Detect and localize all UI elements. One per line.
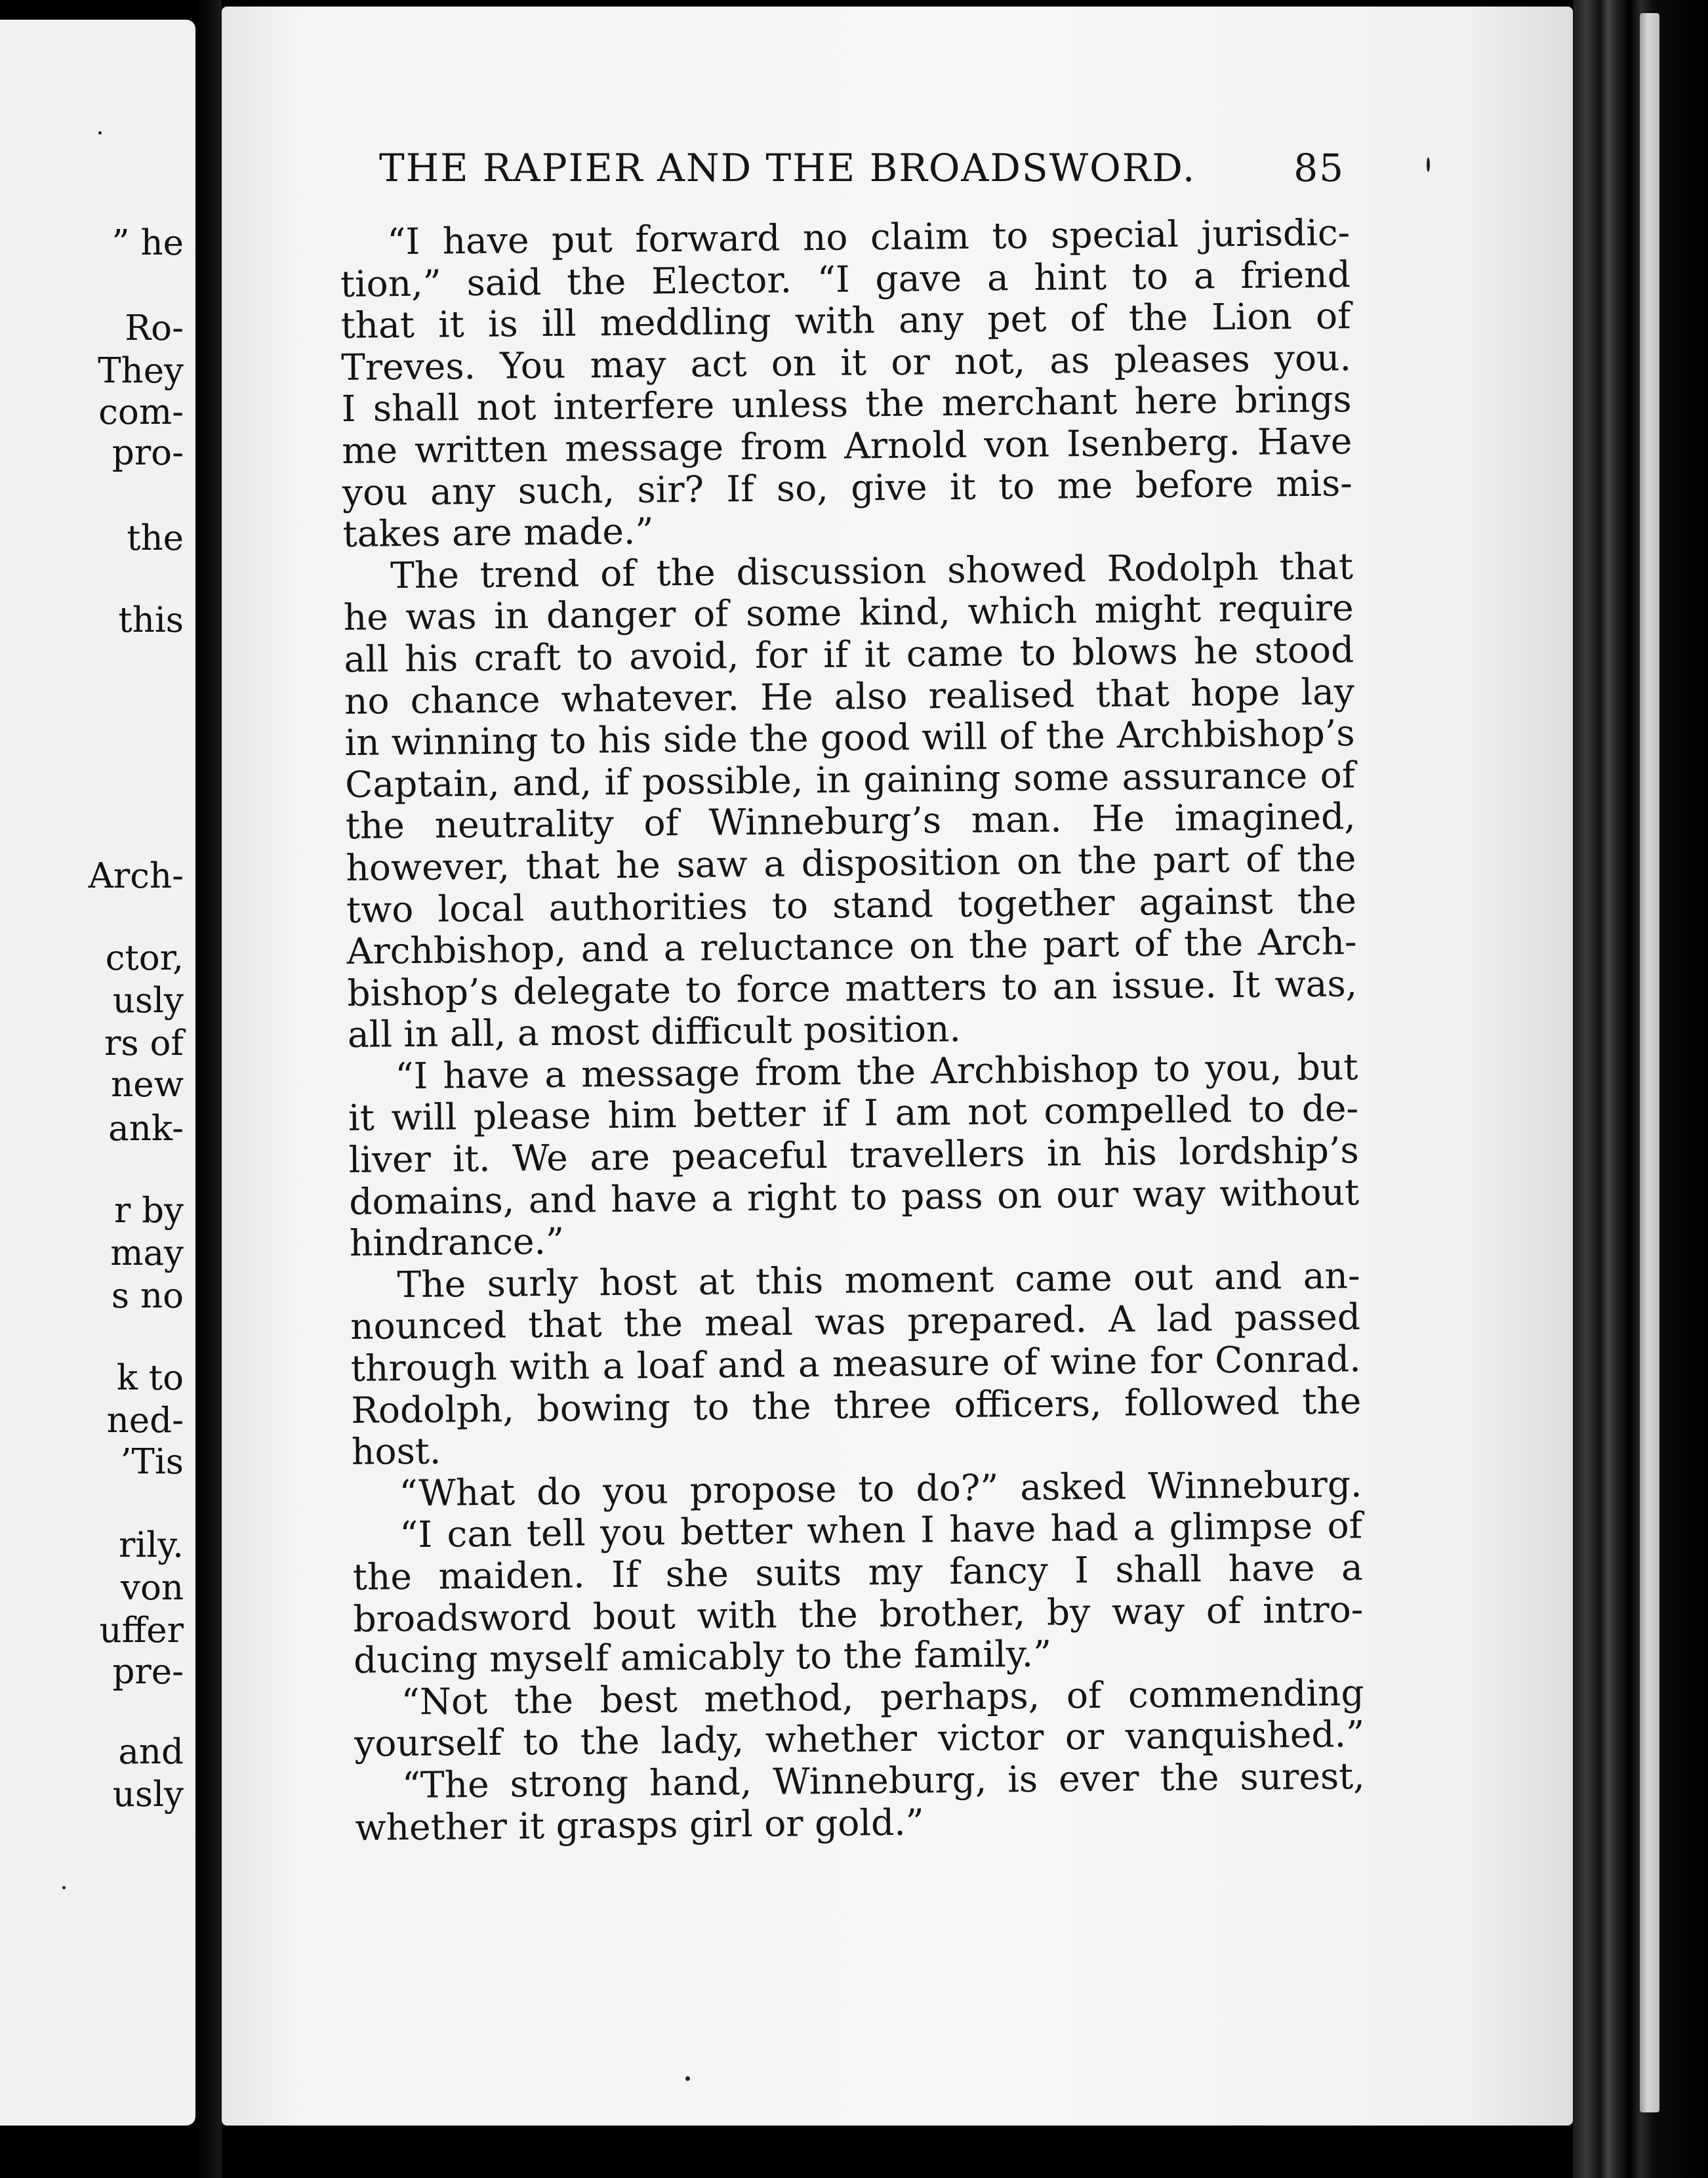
text-line: the maiden. If she suits my fancy I shall have a xyxy=(352,1546,1364,1598)
facing-page-fragment: the xyxy=(127,518,184,558)
text-line: domains, and have a right to pass on our way without xyxy=(349,1170,1360,1223)
facing-page-fragment: ” he xyxy=(112,223,184,263)
text-line: yourself to the lady, whether victor or vanquished.” xyxy=(354,1713,1365,1765)
facing-page-fragment: von xyxy=(121,1568,184,1608)
facing-page-fragment: r by xyxy=(113,1191,184,1231)
text-line: he was in danger of some kind, which might require xyxy=(343,586,1354,639)
text-line: broadsword bout with the brother, by way of intro- xyxy=(353,1588,1364,1640)
facing-page xyxy=(0,20,195,2126)
running-head xyxy=(379,146,1345,198)
text-line: Treves. You may act on it or not, as pleases you. xyxy=(340,336,1352,388)
facing-page-fragment: usly xyxy=(112,1775,184,1815)
facing-page-fragment: They xyxy=(98,351,184,391)
facing-page-fragment: Arch- xyxy=(88,856,184,896)
facing-page-fragment: k to xyxy=(116,1358,184,1398)
text-line: two local authorities to stand together against the xyxy=(346,878,1357,931)
text-line: it will please him better if I am not compelled to de- xyxy=(348,1087,1359,1140)
text-line: in winning to his side the good will of the Archbishop’s xyxy=(344,712,1355,764)
facing-page-fragment: may xyxy=(110,1233,184,1273)
facing-page-fragment: com- xyxy=(98,392,184,432)
text-line: that it is ill meddling with any pet of the Lion of xyxy=(340,295,1351,347)
facing-page-fragment: ’Tis xyxy=(120,1442,184,1482)
text-line: “Not the best method, perhaps, of commending xyxy=(401,1671,1364,1723)
text-line-content: whether it grasps girl or gold.” xyxy=(355,1801,925,1849)
text-line: Captain, and, if possible, in gaining some assurance of xyxy=(344,753,1356,806)
text-line: “I have a message from the Archbishop to you, but xyxy=(395,1046,1358,1098)
book-gutter xyxy=(195,0,222,2178)
text-line: “What do you propose to do?” asked Winneburg. xyxy=(399,1462,1362,1515)
text-line: The trend of the discussion showed Rodolph that xyxy=(390,544,1354,597)
text-line: no chance whatever. He also realised that hope lay xyxy=(344,670,1355,722)
text-line: liver it. We are peaceful travellers in his lordship’s xyxy=(348,1129,1359,1181)
text-line: however, that he saw a disposition on the part of the xyxy=(346,837,1356,889)
page-number: 85 xyxy=(1293,146,1345,190)
text-line: I shall not interfere unless the merchant here brings xyxy=(341,378,1352,430)
facing-page-fragment: uffer xyxy=(99,1611,184,1651)
text-line-content: ducing myself amicably to the family.” xyxy=(353,1632,1052,1682)
text-line-content: all in all, a most difficult position. xyxy=(347,1008,962,1056)
text-line: “I have put forward no claim to special jurisdic- xyxy=(386,211,1351,263)
facing-page-fragment: usly xyxy=(112,981,184,1021)
ink-speck xyxy=(1427,157,1430,172)
facing-page-fragment: ctor, xyxy=(105,938,184,978)
text-line: through with a loaf and a measure of wine for Conrad. xyxy=(350,1338,1361,1389)
facing-page-fragment: pro- xyxy=(112,433,184,473)
body-text xyxy=(340,212,1366,1849)
facing-page-fragment: pre- xyxy=(112,1652,184,1692)
page-edge-sheet xyxy=(1640,13,1659,2112)
text-line: The surly host at this moment came out and an- xyxy=(397,1254,1360,1306)
text-line: the neutrality of Winneburg’s man. He imagined, xyxy=(345,795,1356,848)
facing-page-fragment: ned- xyxy=(106,1401,184,1441)
text-line: “The strong hand, Winneburg, is ever the surest, xyxy=(401,1755,1366,1807)
facing-page-fragment: rs of xyxy=(104,1023,184,1063)
facing-page-fragment: s no xyxy=(111,1276,184,1316)
text-line: bishop’s delegate to force matters to an issue. It was, xyxy=(346,962,1358,1014)
text-line: you any such, sir? If so, give it to me before mis- xyxy=(342,461,1353,514)
facing-page-fragment: Ro- xyxy=(125,308,184,348)
text-line: Rodolph, bowing to the three officers, followed the xyxy=(351,1379,1362,1431)
facing-page-fragment: ank- xyxy=(108,1109,184,1149)
facing-page-fragment: new xyxy=(111,1065,184,1105)
ink-speck xyxy=(98,131,102,134)
facing-page-fragment: and xyxy=(118,1732,184,1772)
text-line: all his craft to avoid, for if it came to blows he stood xyxy=(344,628,1354,680)
facing-page-fragment: this xyxy=(118,600,184,640)
text-line-content: takes are made.” xyxy=(342,510,654,556)
ink-speck xyxy=(685,2076,690,2081)
text-line: me written message from Arnold von Isenberg. Have xyxy=(342,420,1352,472)
ink-speck xyxy=(62,1886,66,1889)
text-line: “I can tell you better when I have had a glimpse of xyxy=(399,1504,1363,1556)
text-line: nounced that the meal was prepared. A lad passed xyxy=(350,1296,1361,1348)
text-line: tion,” said the Elector. “I gave a hint to a friend xyxy=(340,253,1351,305)
text-line-content: host. xyxy=(351,1429,441,1473)
text-line-content: hindrance.” xyxy=(349,1220,565,1265)
running-head-title: THE RAPIER AND THE BROADSWORD. xyxy=(379,146,1196,190)
facing-page-fragment: rily. xyxy=(119,1525,184,1565)
text-line: Archbishop, and a reluctance on the part of the Arch- xyxy=(346,920,1357,973)
